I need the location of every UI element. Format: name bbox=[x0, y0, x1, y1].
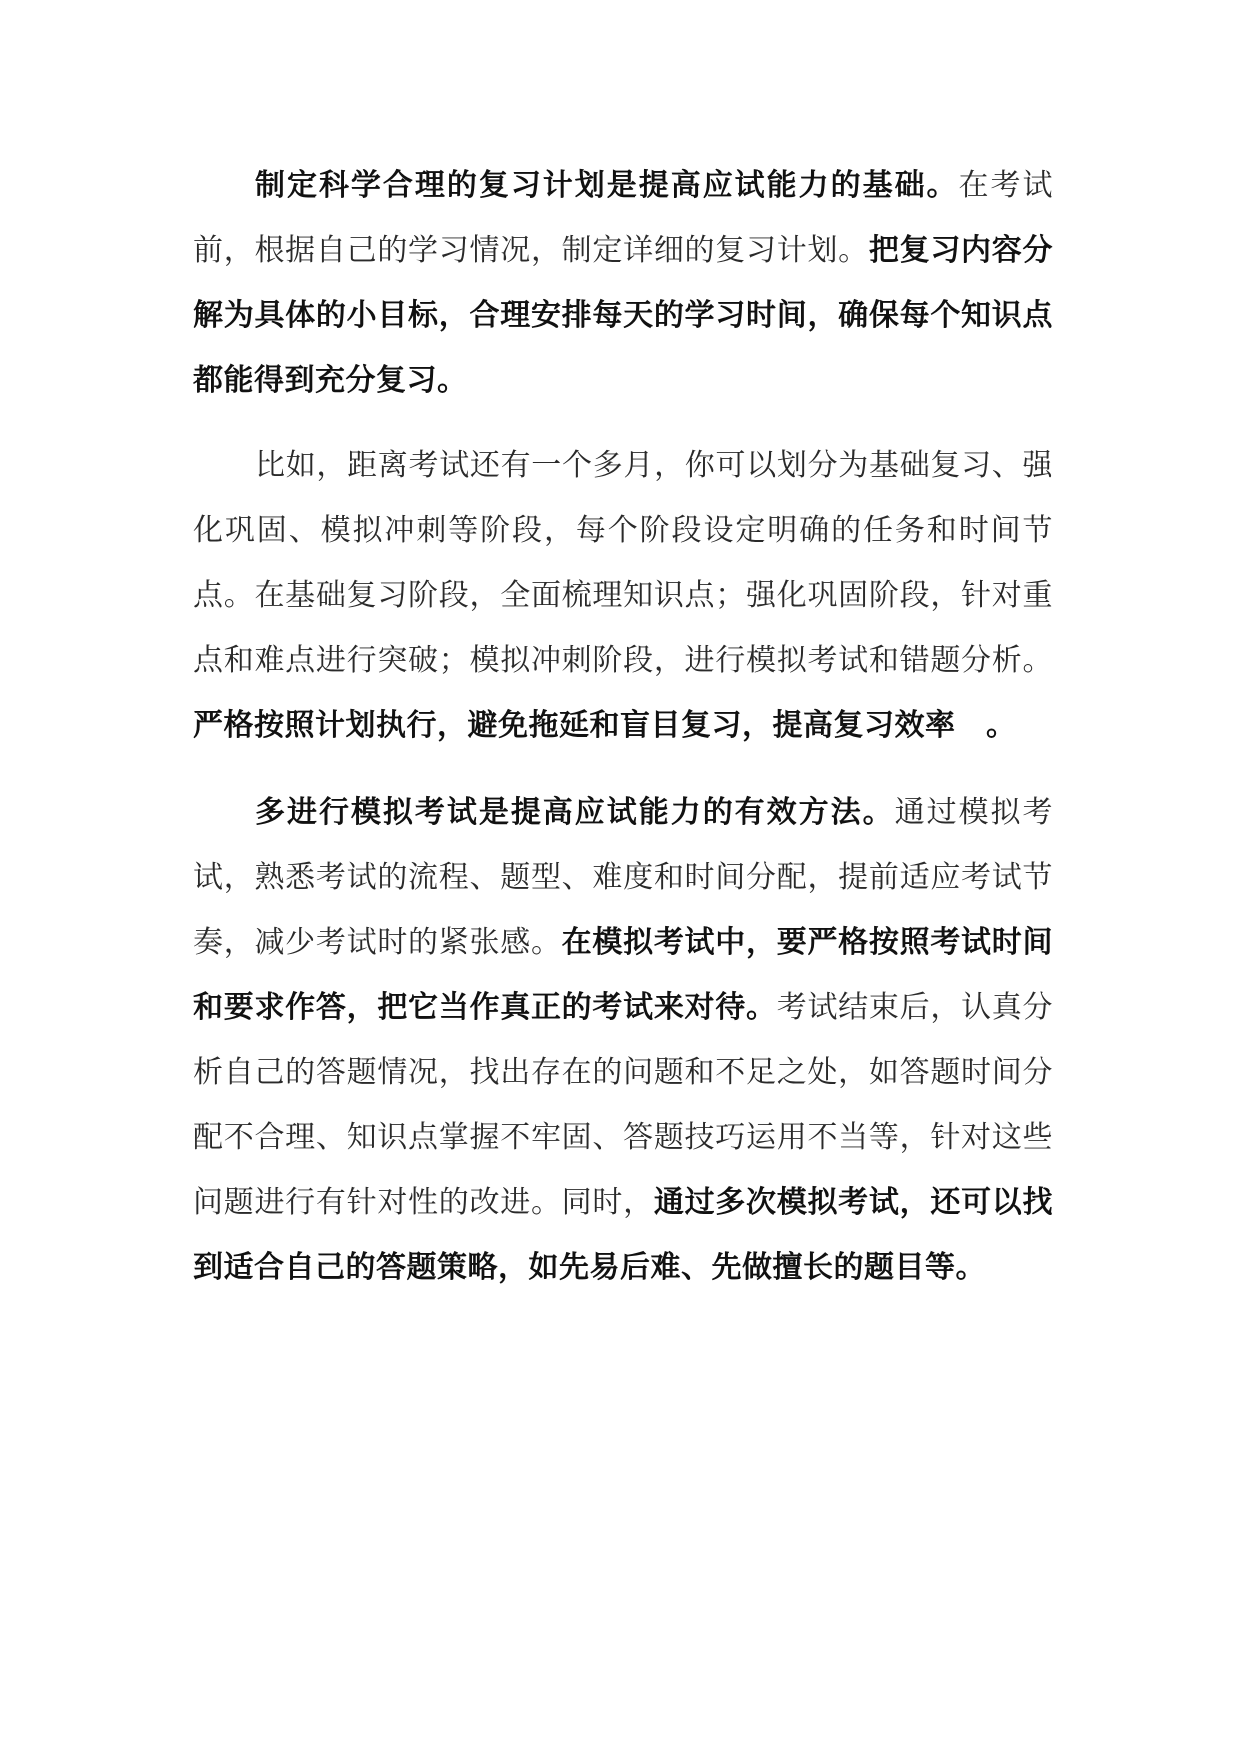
bold-sentence: 在模拟考试中，要严格按照考试时间和要求作答，把它当作真正的考试来对待。 bbox=[193, 925, 1054, 1025]
body-sentence: 通过模拟考试，熟悉考试的流程、题型、难度和时间分配，提前适应考试节奏，减少考试时的紧张感。 bbox=[193, 795, 1054, 960]
bold-sentence: 多进行模拟考试是提高应试能力的有效方法。 bbox=[255, 795, 895, 830]
bold-sentence: 严格按照计划执行，避免拖延和盲目复习，提高复习效率 。 bbox=[193, 708, 1017, 743]
paragraph-mock-exam bbox=[193, 780, 1053, 1300]
bold-sentence: 通过多次模拟考试，还可以找到适合自己的答题策略，如先易后难、先做擅长的题目等。 bbox=[193, 1185, 1054, 1285]
paragraph-example-stages bbox=[193, 433, 1053, 758]
body-sentence: 比如，距离考试还有一个多月，你可以划分为基础复习、强化巩固、模拟冲刺等阶段，每个阶段设定明确的任务和时间节点。在基础复习阶段，全面梳理知识点；强化巩固阶段，针对重点和难点进行突破；模拟冲刺阶段，进行模拟考试和错题分析。 bbox=[193, 448, 1053, 678]
body-sentence: 在考试前，根据自己的学习情况，制定详细的复习计划。 bbox=[193, 168, 1054, 268]
body-sentence: 考试结束后，认真分析自己的答题情况，找出存在的问题和不足之处，如答题时间分配不合理、知识点掌握不牢固、答题技巧运用不当等，针对这些问题进行有针对性的改进。同时， bbox=[193, 990, 1054, 1220]
paragraph-review-plan bbox=[193, 153, 1053, 413]
bold-sentence: 制定科学合理的复习计划是提高应试能力的基础。 bbox=[255, 168, 959, 203]
bold-sentence: 把复习内容分解为具体的小目标，合理安排每天的学习时间，确保每个知识点都能得到充分复习。 bbox=[193, 233, 1054, 398]
document-page bbox=[193, 153, 1053, 1300]
